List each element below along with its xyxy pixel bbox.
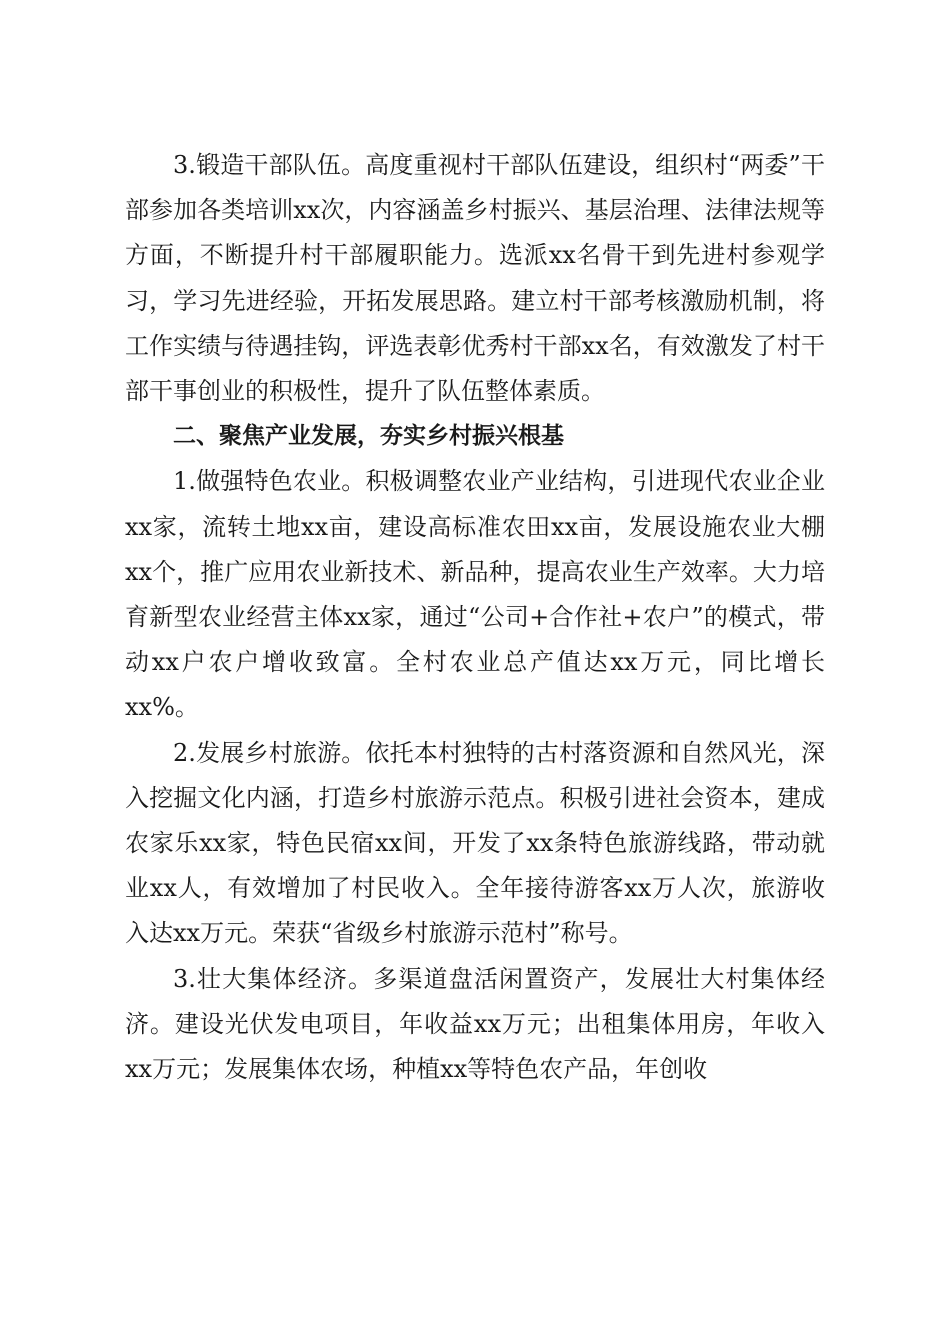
paragraph-tourism: 2.发展乡村旅游。依托本村独特的古村落资源和自然风光，深入挖掘文化内涵，打造乡村旅游示范点。积极引进社会资本，建成农家乐xx家，特色民宿xx间，开发了xx条特色旅游线路，带动就业xx人，有效增加了村民收入。全年接待游客xx万人次，旅游收入达xx万元。荣获“省级乡村旅游示范村”称号。 <box>125 738 825 948</box>
paragraph-cadre-team: 3.锻造干部队伍。高度重视村干部队伍建设，组织村“两委”干部参加各类培训xx次，内容涵盖乡村振兴、基层治理、法律法规等方面，不断提升村干部履职能力。选派xx名骨干到先进村参观学习，学习先进经验，开拓发展思路。建立村干部考核激励机制，将工作实绩与待遇挂钩，评选表彰优秀村干部xx名，有效激发了村干部干事创业的积极性，提升了队伍整体素质。 <box>125 151 825 406</box>
paragraph-agriculture: 1.做强特色农业。积极调整农业产业结构，引进现代农业企业xx家，流转土地xx亩，建设高标准农田xx亩，发展设施农业大棚xx个，推广应用农业新技术、新品种，提高农业生产效率。大力培育新型农业经营主体xx家，通过“公司+合作社+农户”的模式，带动xx户农户增收致富。全村农业总产值达xx万元，同比增长xx%。 <box>125 467 825 722</box>
document-body <box>125 143 825 1092</box>
section-heading-industry: 二、聚焦产业发展，夯实乡村振兴根基 <box>173 423 564 450</box>
paragraph-collective-economy: 3.壮大集体经济。多渠道盘活闲置资产，发展壮大村集体经济。建设光伏发电项目，年收益xx万元；出租集体用房，年收入xx万元；发展集体农场，种植xx等特色农产品，年创收 <box>125 964 825 1084</box>
